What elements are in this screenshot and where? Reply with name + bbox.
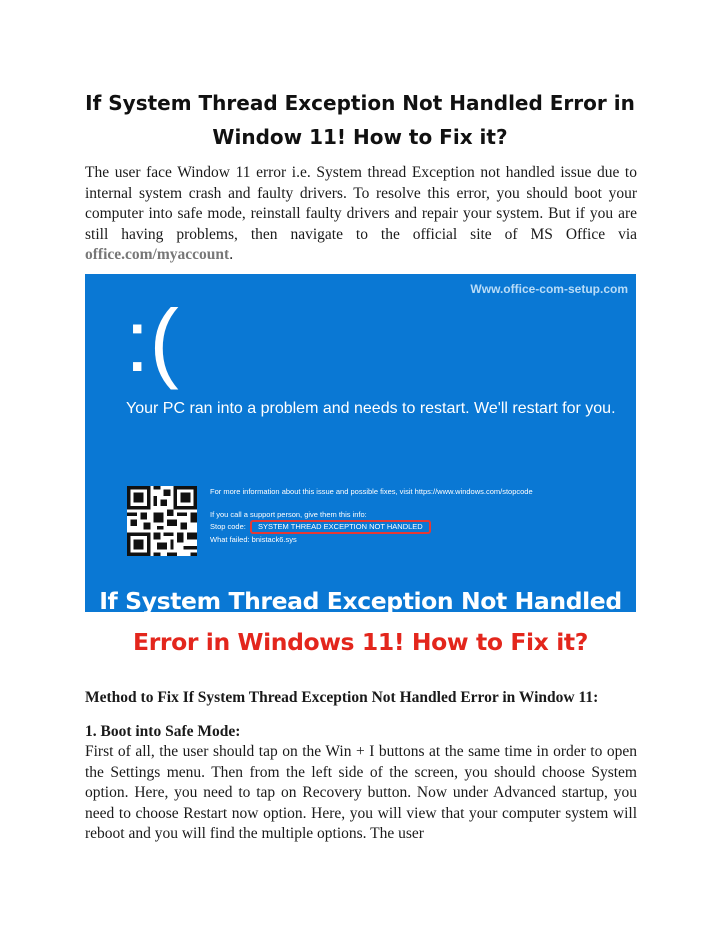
banner-line1: If System Thread Exception Not Handled (99, 587, 622, 615)
page-title-line1: If System Thread Exception Not Handled Error in (85, 91, 635, 115)
stop-info (210, 486, 533, 545)
bsod-screen (85, 274, 636, 612)
intro-text: The user face Window 11 error i.e. System thread Exception not handled issue due to internal system crash and faulty drivers. To resolve this error, you should boot your computer into safe mode, reinstall faulty drivers and repair your system. But if you are still having problems, then navigate to the official site of MS Office via (85, 164, 637, 243)
bsod-message: Your PC ran into a problem and needs to restart. We'll restart for you. (126, 400, 616, 417)
intro-end: . (229, 246, 234, 264)
what-failed-line: What failed: bnistack6.sys (210, 535, 297, 544)
page-title-line2: Window 11! How to Fix it? (212, 125, 508, 149)
page-title (60, 86, 660, 154)
intro-paragraph (85, 163, 637, 266)
watermark: Www.office-com-setup.com (470, 282, 628, 296)
support-line: If you call a support person, give them this info: (210, 510, 367, 519)
banner-line2: Error in Windows 11! How to Fix it? (133, 628, 588, 656)
step1-heading: 1. Boot into Safe Mode: (85, 723, 241, 740)
info-line: For more information about this issue and possible fixes, visit https://www.windows.com/stopcode (210, 487, 533, 496)
sad-face-icon: :( (125, 291, 179, 390)
stop-code-line (210, 520, 533, 534)
office-account-link[interactable]: office.com/myaccount (85, 246, 230, 264)
hero-image (85, 274, 636, 670)
step1-paragraph: First of all, the user should tap on the Win + I buttons at the same time in order to open the Settings menu. Then from the left side of the screen, you should choose System option. Here, you need to tap on Recovery button. Now under Advanced startup, you need to choose Restart now option. Here, you will view that your computer system will reboot and you will find the multiple options. The user (85, 743, 637, 843)
method-heading: Method to Fix If System Thread Exception Not Handled Error in Window 11: (85, 689, 599, 706)
stop-code-label: Stop code: (210, 522, 246, 531)
stop-code-value: SYSTEM THREAD EXCEPTION NOT HANDLED (250, 520, 431, 534)
qr-code-icon (127, 486, 197, 556)
